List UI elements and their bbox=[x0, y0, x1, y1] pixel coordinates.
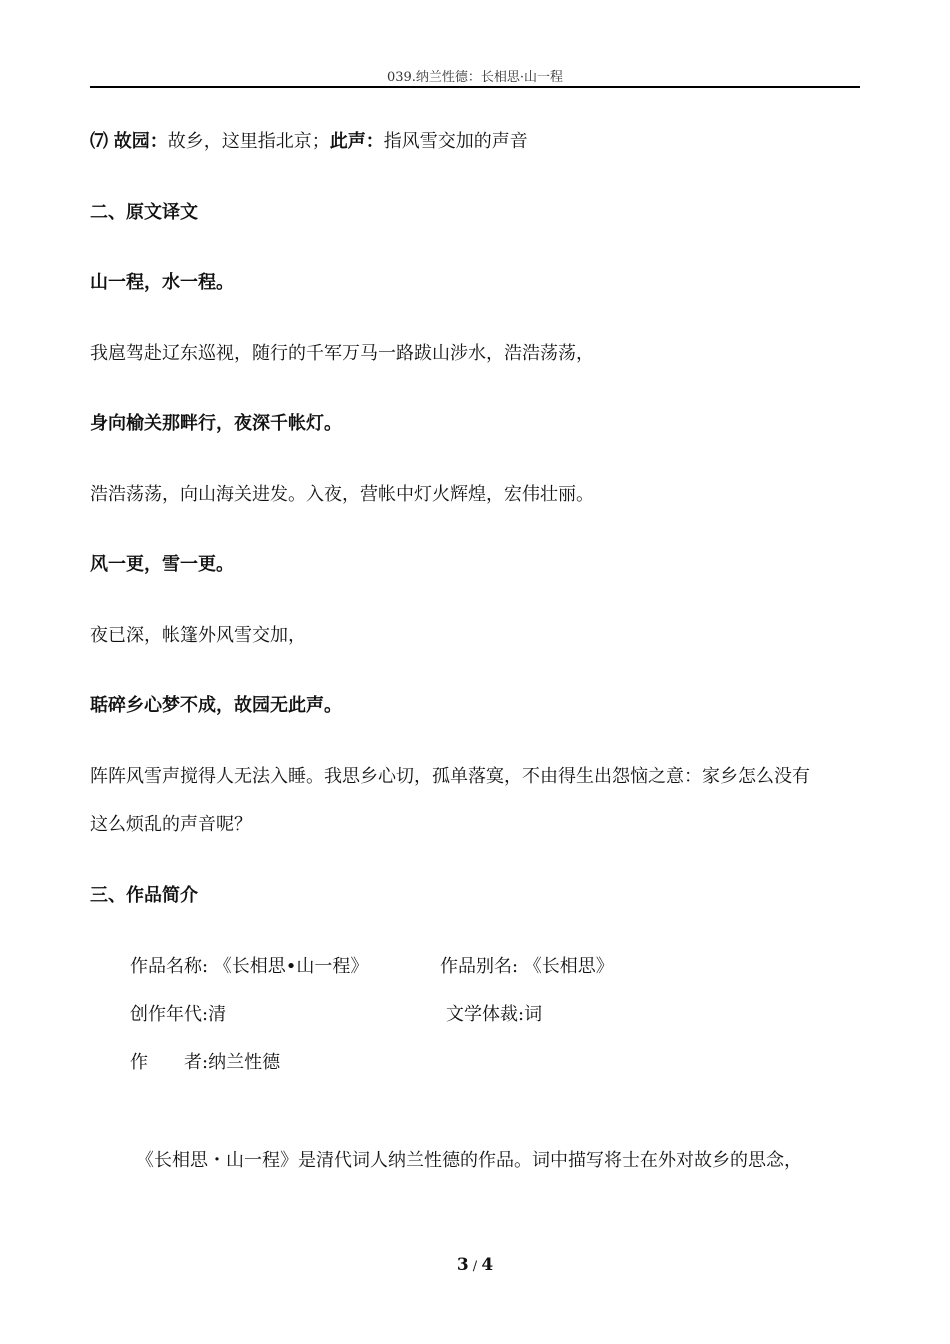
poem-line: 聒碎乡心梦不成，故园无此声。 bbox=[90, 695, 342, 716]
note-definition: 故乡，这里指北京； bbox=[167, 131, 330, 152]
note-term: 此声 bbox=[329, 131, 366, 152]
note-definition: 指风雪交加的声音 bbox=[383, 131, 528, 152]
section-heading: 三、作品简介 bbox=[90, 885, 198, 906]
note-colon: ： bbox=[365, 131, 384, 152]
creation-era: 创作年代:清 bbox=[130, 1004, 227, 1025]
section-heading: 二、原文译文 bbox=[90, 202, 198, 223]
page-current: 3 bbox=[456, 1255, 469, 1275]
page-number bbox=[0, 1255, 950, 1275]
poem-line: 风一更，雪一更。 bbox=[90, 554, 234, 575]
translation-line: 夜已深，帐篷外风雪交加， bbox=[90, 625, 306, 646]
work-alias: 作品别名: 《长相思》 bbox=[440, 956, 614, 977]
poem-line: 身向榆关那畔行，夜深千帐灯。 bbox=[90, 413, 342, 434]
intro-paragraph: 《长相思・山一程》是清代词人纳兰性德的作品。词中描写将士在外对故乡的思念， bbox=[136, 1150, 802, 1171]
poem-line: 山一程，水一程。 bbox=[90, 272, 234, 293]
translation-line: 我扈驾赴辽东巡视，随行的千军万马一路跋山涉水，浩浩荡荡， bbox=[90, 343, 594, 364]
page-separator: / bbox=[468, 1259, 482, 1274]
note-7 bbox=[90, 130, 528, 154]
work-author: 作 者:纳兰性德 bbox=[130, 1052, 281, 1073]
note-number: ⑺ bbox=[90, 131, 108, 152]
translation-line: 阵阵风雪声搅得人无法入睡。我思乡心切，孤单落寞，不由得生出怨恼之意：家乡怎么没有 bbox=[90, 766, 810, 787]
translation-line: 这么烦乱的声音呢？ bbox=[90, 814, 252, 835]
document-header: 039.纳兰性德：长相思·山一程 bbox=[386, 70, 564, 85]
literary-genre: 文学体裁:词 bbox=[446, 1004, 543, 1025]
note-term: 故园 bbox=[113, 131, 150, 152]
note-colon: ： bbox=[149, 131, 168, 152]
translation-line: 浩浩荡荡，向山海关进发。入夜，营帐中灯火辉煌，宏伟壮丽。 bbox=[90, 484, 594, 505]
header-rule bbox=[90, 86, 860, 88]
work-name: 作品名称: 《长相思•山一程》 bbox=[130, 956, 369, 977]
page-total: 4 bbox=[481, 1255, 494, 1275]
